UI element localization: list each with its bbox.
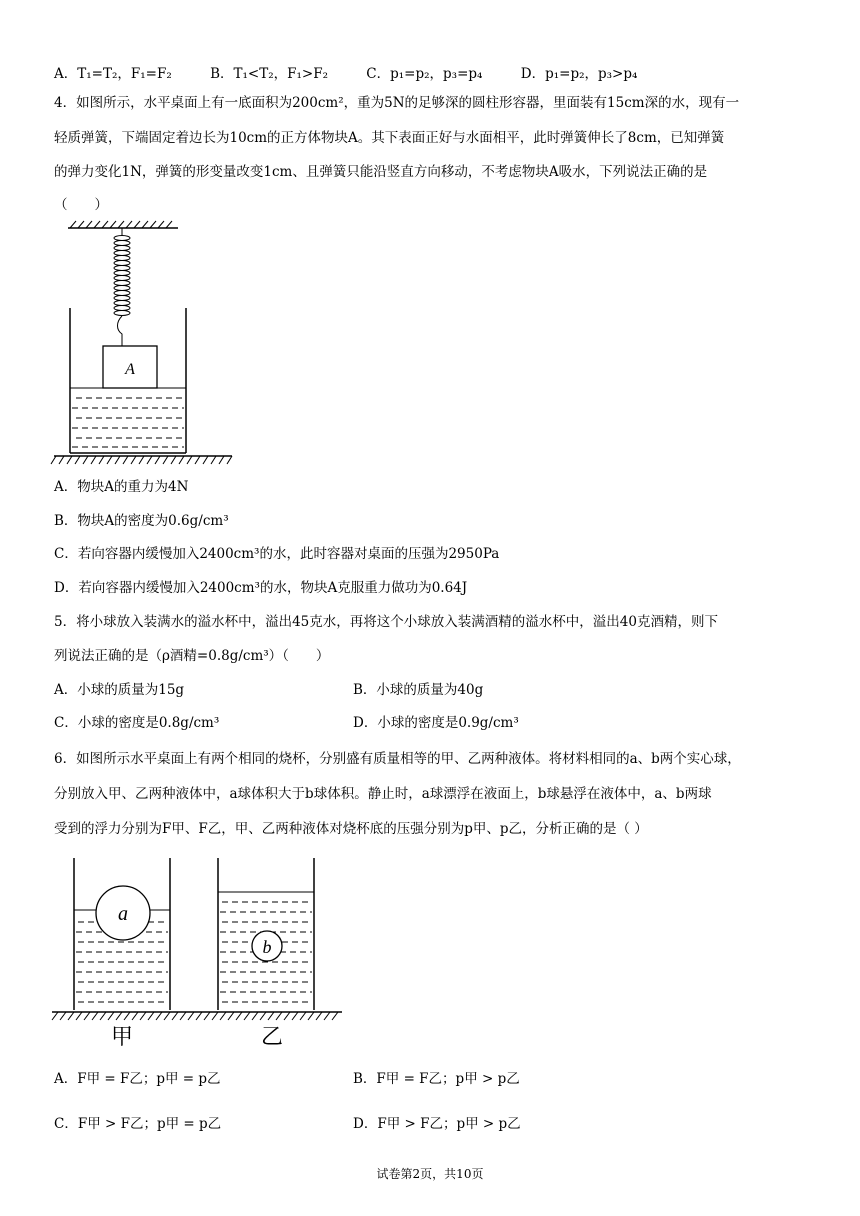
q4-stem-line2: 轻质弹簧，下端固定着边长为10cm的正方体物块A。其下表面正好与水面相平，此时弹簧伸长了8cm，已知弹簧 [54, 130, 725, 146]
q6-stem-line3: 受到的浮力分别为F甲、F乙，甲、乙两种液体对烧杯底的压强分别为p甲、p乙，分析正确的是（ ） [54, 821, 648, 837]
ball-a-label: a [118, 903, 128, 925]
q4-figure [50, 218, 240, 470]
q3-option-d: D．p₁=p₂，p₃>p₄ [520, 66, 638, 82]
q4-option-a: A．物块A的重力为4N [54, 479, 189, 495]
q3-option-c: C．p₁=p₂，p₃=p₄ [366, 66, 483, 82]
q4-stem-line1: 4．如图所示，水平桌面上有一底面积为200cm²，重为5N的足够深的圆柱形容器，里面装有15cm深的水，现有一 [54, 95, 740, 111]
page-footer: 试卷第2页，共10页 [376, 1167, 484, 1181]
q6-figure [50, 852, 350, 1052]
q4-stem-line4: （ ） [54, 197, 108, 213]
q4-option-c: C．若向容器内缓慢加入2400cm³的水，此时容器对桌面的压强为2950Pa [54, 546, 500, 562]
q6-option-a: A．F甲 = F乙；p甲 = p乙 [54, 1071, 221, 1087]
q5-option-d: D．小球的密度是0.9g/cm³ [353, 715, 519, 731]
q3-option-b: B．T₁<T₂，F₁>F₂ [210, 66, 328, 82]
q5-option-b: B．小球的质量为40g [353, 682, 484, 698]
block-a-label: A [125, 361, 135, 378]
spring-icon [114, 228, 130, 346]
q3-options [54, 62, 671, 82]
q4-option-d: D．若向容器内缓慢加入2400cm³的水，物块A克服重力做功为0.64J [54, 580, 468, 596]
q5-option-c: C．小球的密度是0.8g/cm³ [54, 715, 220, 731]
q4-option-b: B．物块A的密度为0.6g/cm³ [54, 513, 229, 529]
q6-option-c: C．F甲 > F乙；p甲 = p乙 [54, 1116, 222, 1132]
q6-option-b: B．F甲 = F乙；p甲 > p乙 [353, 1071, 520, 1087]
q6-stem-line1: 6．如图所示水平桌面上有两个相同的烧杯，分别盛有质量相等的甲、乙两种液体。将材料相同的a、b两个实心球， [54, 751, 741, 767]
q5-stem-line2: 列说法正确的是（ρ酒精=0.8g/cm³）（ ） [54, 648, 330, 664]
q6-option-d: D．F甲 > F乙；p甲 > p乙 [353, 1116, 521, 1132]
q5-stem-line1: 5．将小球放入装满水的溢水杯中，溢出45克水，再将这个小球放入装满酒精的溢水杯中，溢出40克酒精，则下 [54, 614, 718, 630]
cup-right-label: 乙 [260, 1025, 284, 1050]
q5-option-a: A．小球的质量为15g [54, 682, 185, 698]
q6-stem-line2: 分别放入甲、乙两种液体中，a球体积大于b球体积。静止时，a球漂浮在液面上，b球悬浮在液体中，a、b两球 [54, 786, 712, 802]
ball-b-label: b [262, 937, 272, 957]
q4-stem-line3: 的弹力变化1N，弹簧的形变量改变1cm、且弹簧只能沿竖直方向移动，不考虑物块A吸水，下列说法正确的是 [54, 164, 708, 180]
q3-option-a: A．T₁=T₂，F₁=F₂ [54, 66, 172, 82]
cup-left-label: 甲 [110, 1025, 134, 1050]
